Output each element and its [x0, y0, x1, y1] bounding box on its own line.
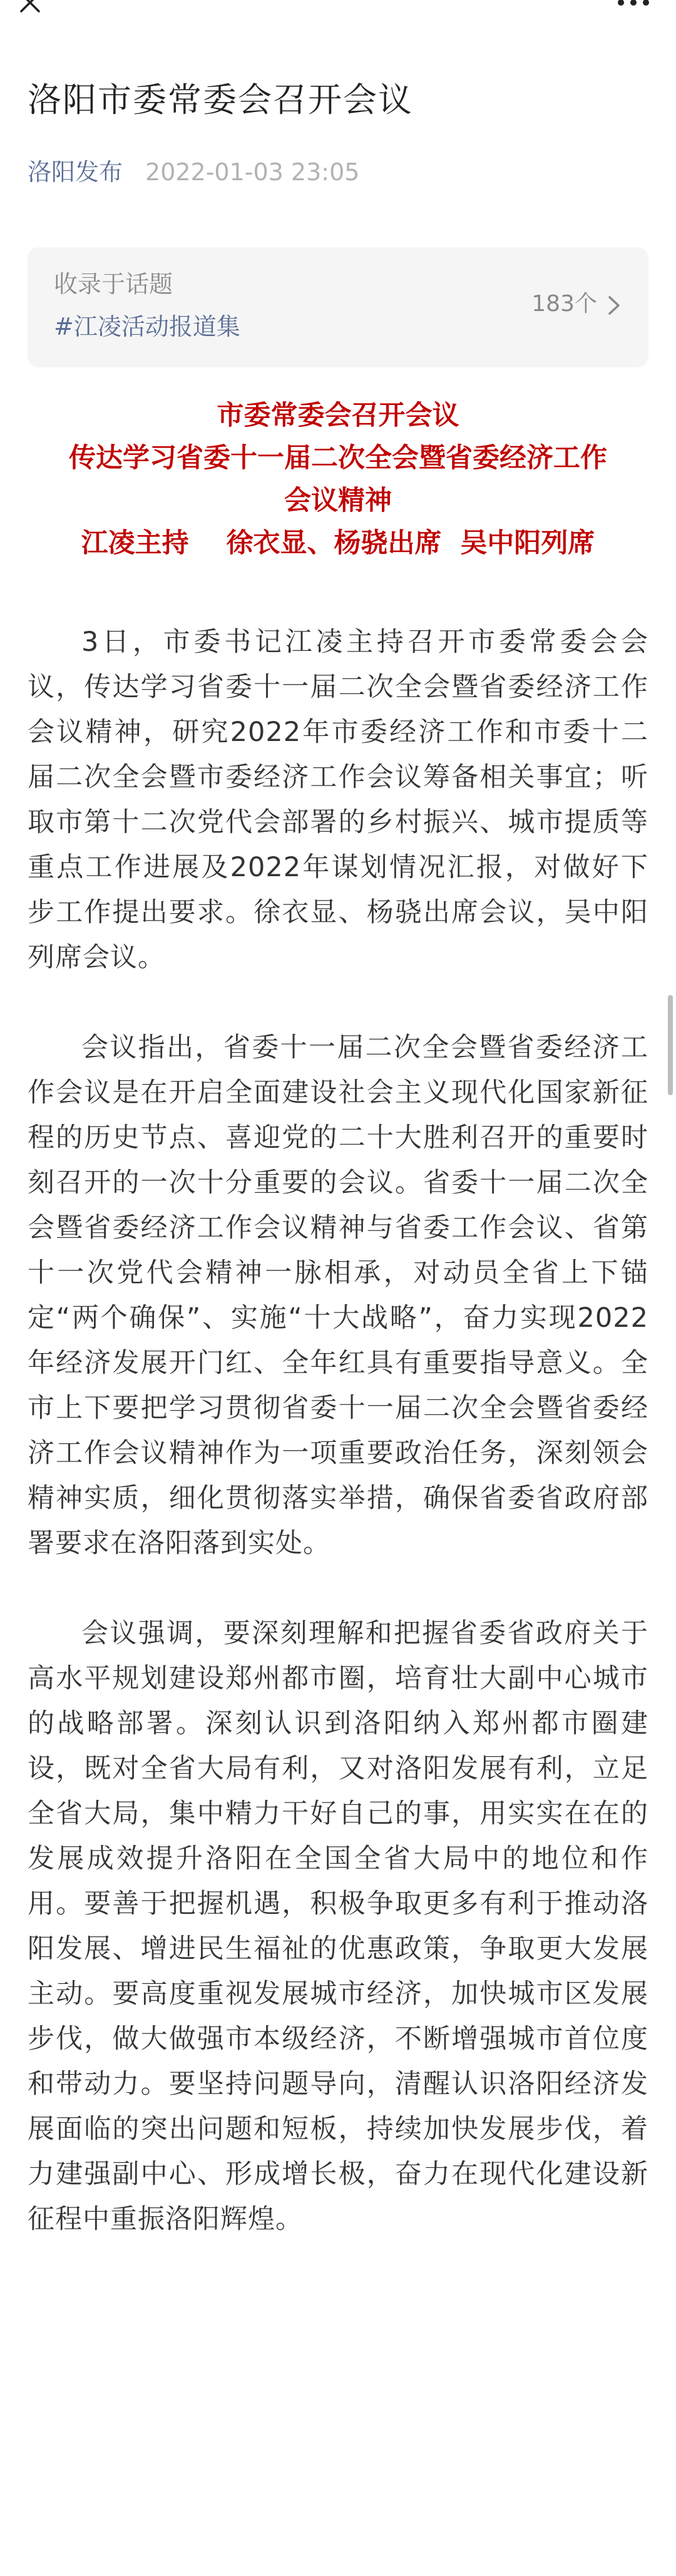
headline-line: 江凌主持 徐衣显、杨骁出席 吴中阳列席 [81, 528, 595, 559]
article-paragraph: 3日，市委书记江凌主持召开市委常委会会议，传达学习省委十一届二次全会暨省委经济工作会议精神，研究2022年市委经济工作和市委十二届二次全会暨市委经济工作会议筹备相关事宜；听取市第十二次党代会部署的乡村振兴、城市提质等重点工作进展及2022年谋划情况汇报，对做好下步工作提出要求。徐衣显、杨骁出席会议，吴中阳列席会议。 [28, 626, 648, 973]
article-body [28, 620, 648, 2287]
topic-link[interactable]: #江凌活动报道集 [54, 313, 240, 340]
article-paragraph: 会议强调，要深刻理解和把握省委省政府关于高水平规划建设郑州都市圈，培育壮大副中心城市的战略部署。深刻认识到洛阳纳入郑州都市圈建设，既对全省大局有利，又对洛阳发展有利，立足全省大局，集中精力干好自己的事，用实实在在的发展成效提升洛阳在全国全省大局中的地位和作用。要善于把握机遇，积极争取更多有利于推动洛阳发展、增进民生福祉的优惠政策，争取更大发展主动。要高度重视发展城市经济，加快城市区发展步伐，做大做强市本级经济，不断增强城市首位度和带动力。要坚持问题导向，清醒认识洛阳经济发展面临的突出问题和短板，持续加快发展步伐，着力建强副中心、形成增长极，奋力在现代化建设新征程中重振洛阳辉煌。 [28, 1618, 648, 2235]
account-name-link[interactable]: 洛阳发布 [28, 158, 123, 186]
article-meta [28, 156, 359, 188]
chevron-right-icon [606, 295, 622, 316]
article-paragraph: 会议指出，省委十一届二次全会暨省委经济工作会议是在开启全面建设社会主义现代化国家新征程的历史节点、喜迎党的二十大胜利召开的重要时刻召开的一次十分重要的会议。省委十一届二次全会暨省委经济工作会议精神与省委工作会议、省第十一次党代会精神一脉相承，对动员全省上下锚定“两个确保”、实施“十大战略”，奋力实现2022年经济发展开门红、全年红具有重要指导意义。全市上下要把学习贯彻省委十一届二次全会暨省委经济工作会议精神作为一项重要政治任务，深刻领会精神实质，细化贯彻落实举措，确保省委省政府部署要求在洛阳落到实处。 [28, 1032, 648, 1559]
publish-date: 2022-01-03 23:05 [145, 158, 360, 186]
topic-card-label: 收录于话题 [54, 270, 173, 298]
topic-article-count: 183个 [531, 291, 597, 317]
topic-card[interactable] [28, 247, 648, 367]
article-headline [0, 394, 676, 565]
top-bar [0, 0, 676, 18]
scrollbar-thumb[interactable] [668, 995, 673, 1095]
headline-line: 市委常委会召开会议 [217, 400, 459, 431]
headline-line: 会议精神 [284, 485, 392, 516]
close-icon[interactable] [19, 0, 41, 14]
article-title: 洛阳市委常委会召开会议 [28, 80, 413, 120]
more-icon[interactable] [616, 0, 651, 9]
headline-line: 传达学习省委十一届二次全会暨省委经济工作 [69, 442, 607, 474]
